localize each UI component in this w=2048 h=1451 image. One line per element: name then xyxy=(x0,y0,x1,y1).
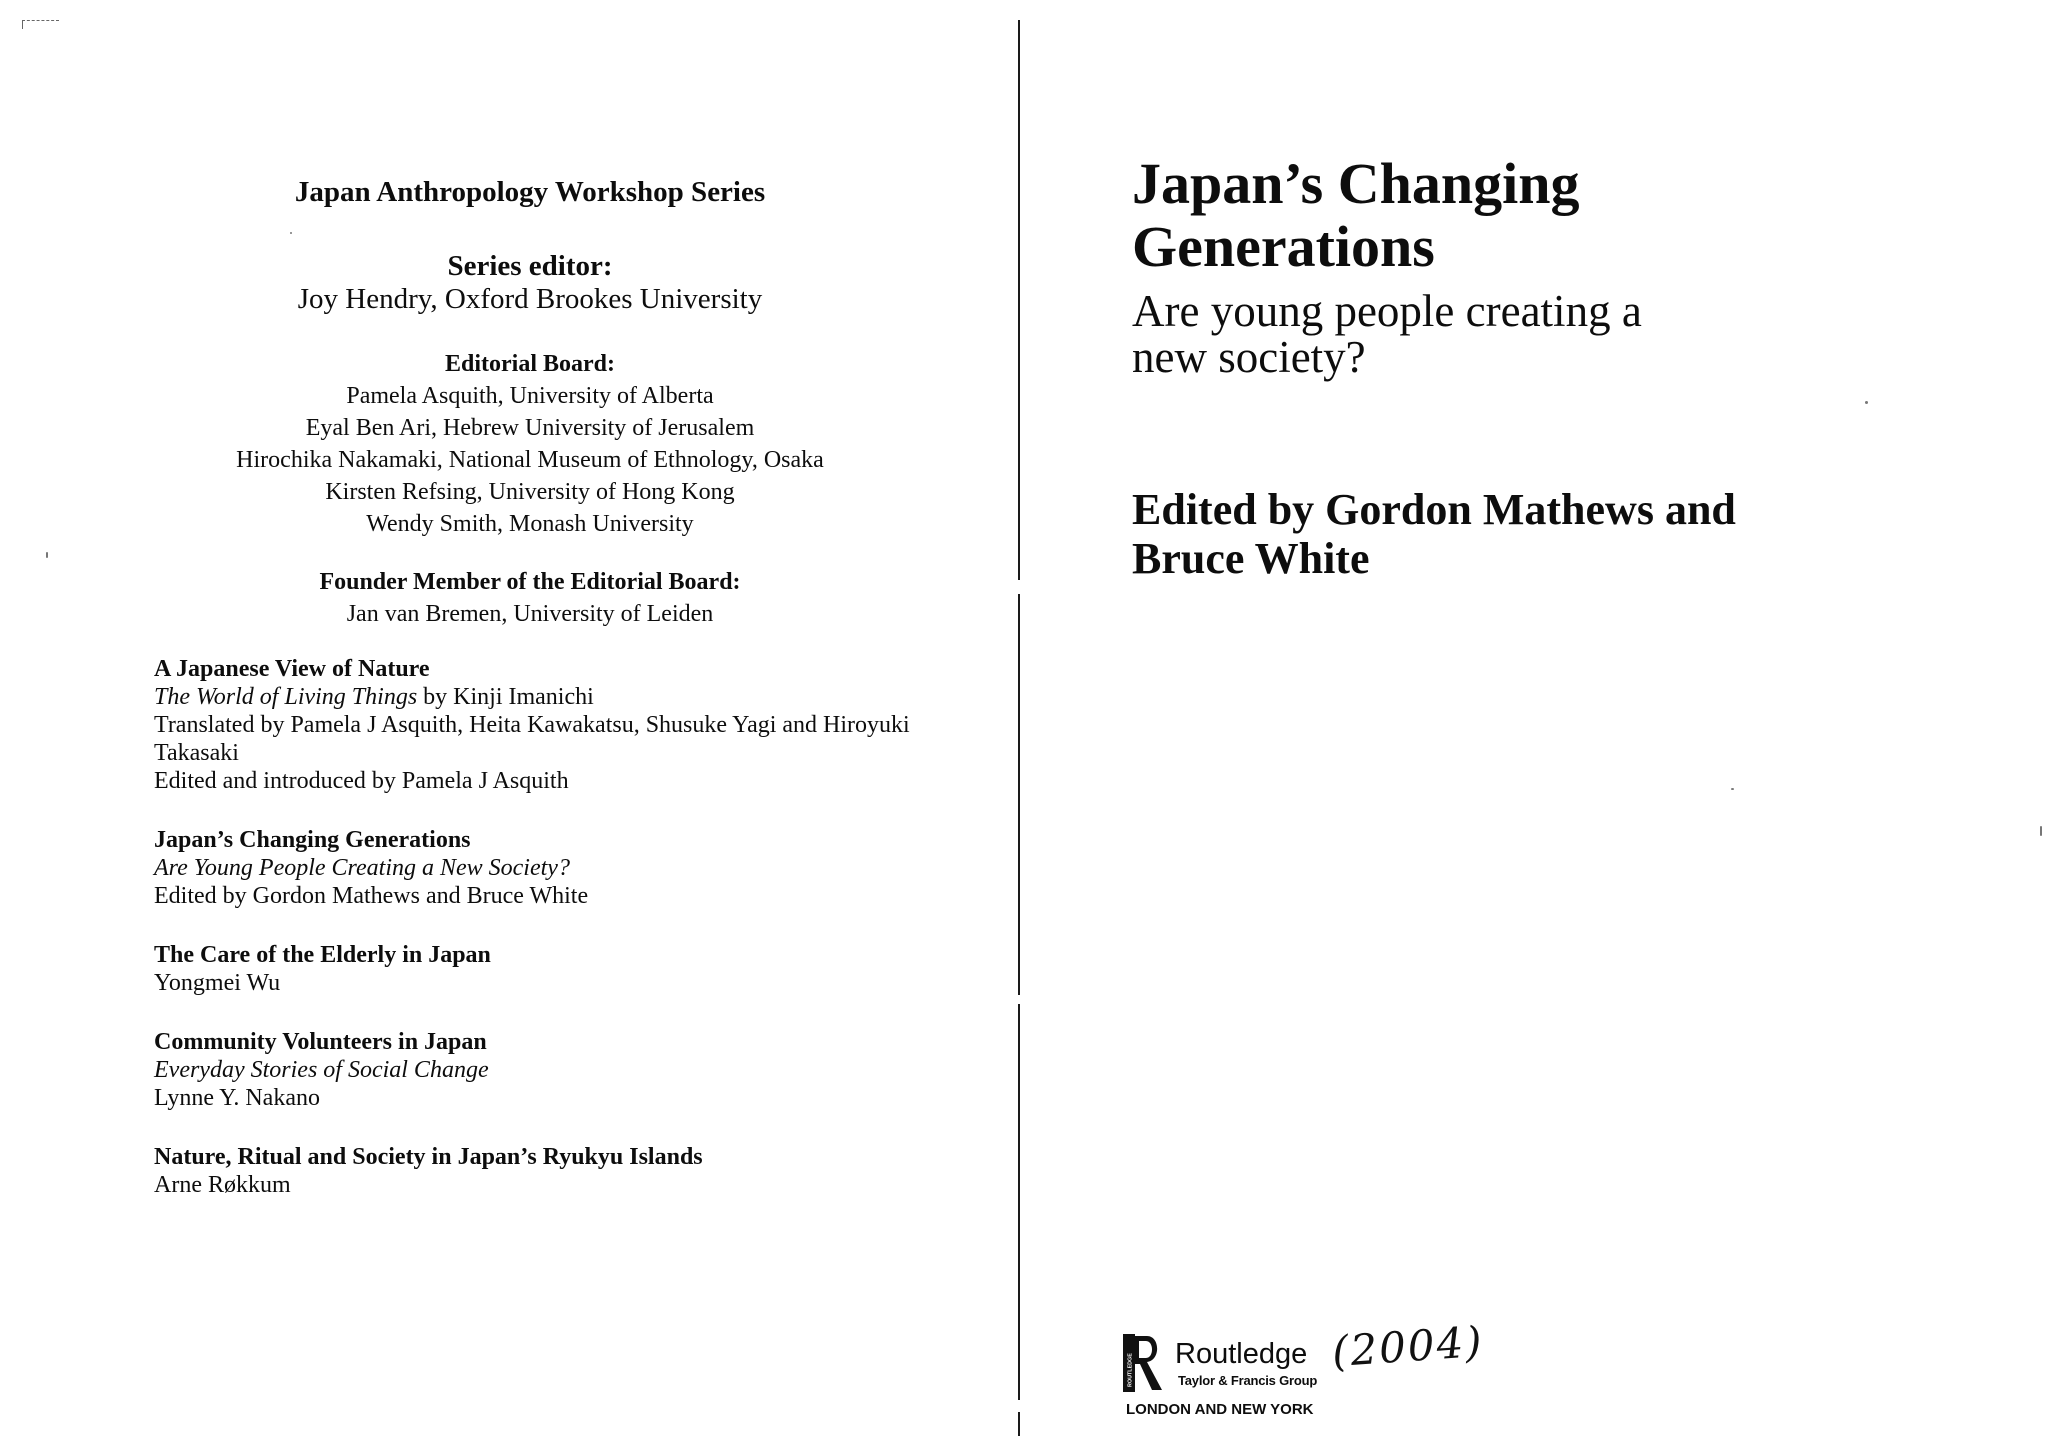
series-editor-heading: Series editor: xyxy=(447,250,613,282)
scan-speck xyxy=(1865,401,1868,404)
book-credit-line: Translated by Pamela J Asquith, Heita Kawakatsu, Shusuke Yagi and Hiroyuki xyxy=(154,712,910,738)
book-credit-line: Arne Røkkum xyxy=(154,1172,291,1198)
series-book xyxy=(154,1028,1014,1112)
book-title: A Japanese View of Nature xyxy=(154,656,430,682)
book-subtitle: Are Young People Creating a New Society? xyxy=(154,855,570,881)
editorial-board-heading: Editorial Board: xyxy=(444,351,615,377)
scan-speck xyxy=(2040,826,2042,836)
crop-mark xyxy=(22,20,59,29)
book-title-main xyxy=(1132,152,1580,278)
editorial-board-member: Wendy Smith, Monash University xyxy=(366,511,694,537)
editorial-board-block xyxy=(150,348,910,540)
book-subtitle-line xyxy=(154,683,1014,711)
page-gutter-line xyxy=(1018,20,1020,1436)
book-editors xyxy=(1132,485,1736,583)
scan-speck xyxy=(46,552,48,558)
publisher-name: Routledge xyxy=(1175,1338,1308,1370)
series-book-list xyxy=(154,655,1014,1230)
book-subtitle-author: by Kinji Imanichi xyxy=(423,684,594,710)
book-editors-line: Bruce White xyxy=(1132,534,1370,583)
book-subtitle-line: Are young people creating a xyxy=(1132,286,1642,336)
founder-heading: Founder Member of the Editorial Board: xyxy=(319,569,741,595)
book-subtitle-line: new society? xyxy=(1132,332,1366,382)
series-book xyxy=(154,826,1014,910)
book-editors-line: Edited by Gordon Mathews and xyxy=(1132,485,1736,534)
book-credit-line: Edited and introduced by Pamela J Asquith xyxy=(154,768,569,794)
editorial-board-member: Hirochika Nakamaki, National Museum of Ethnology, Osaka xyxy=(236,447,824,473)
book-subtitle: The World of Living Things xyxy=(154,684,418,710)
series-book xyxy=(154,1143,1014,1199)
book-title-line: Japan’s Changing xyxy=(1132,151,1580,216)
book-credit-line: Yongmei Wu xyxy=(154,970,281,996)
book-credit-line: Edited by Gordon Mathews and Bruce White xyxy=(154,883,589,909)
editorial-board-member: Kirsten Refsing, University of Hong Kong xyxy=(325,479,735,505)
founder-block xyxy=(150,566,910,630)
series-editor-block xyxy=(150,250,910,316)
series-title: Japan Anthropology Workshop Series xyxy=(294,176,766,208)
editorial-board-member: Pamela Asquith, University of Alberta xyxy=(346,383,714,409)
handwritten-year-note: (2004) xyxy=(1330,1316,1486,1377)
publisher-cities: LONDON AND NEW YORK xyxy=(1126,1401,1314,1418)
book-title-line: Generations xyxy=(1132,214,1435,279)
series-book xyxy=(154,655,1014,795)
book-subtitle: Everyday Stories of Social Change xyxy=(154,1057,489,1083)
book-title: The Care of the Elderly in Japan xyxy=(154,942,491,968)
book-subtitle-main xyxy=(1132,288,1642,380)
publisher-group: Taylor & Francis Group xyxy=(1178,1373,1318,1388)
book-title: Community Volunteers in Japan xyxy=(154,1029,487,1055)
book-title: Nature, Ritual and Society in Japan’s Ryukyu Islands xyxy=(154,1144,703,1170)
book-credit-line: Takasaki xyxy=(154,740,239,766)
editorial-board-member: Eyal Ben Ari, Hebrew University of Jerusalem xyxy=(305,415,755,441)
routledge-logo-icon xyxy=(1123,1334,1167,1392)
logo-lettering: ROUTLEDGE xyxy=(1127,1353,1134,1387)
series-editor-name: Joy Hendry, Oxford Brookes University xyxy=(297,283,763,315)
scan-speck xyxy=(1731,788,1734,790)
scan-speck xyxy=(290,232,292,234)
book-title: Japan’s Changing Generations xyxy=(154,827,471,853)
series-book xyxy=(154,941,1014,997)
founder-name: Jan van Bremen, University of Leiden xyxy=(346,601,714,627)
book-credit-line: Lynne Y. Nakano xyxy=(154,1085,320,1111)
